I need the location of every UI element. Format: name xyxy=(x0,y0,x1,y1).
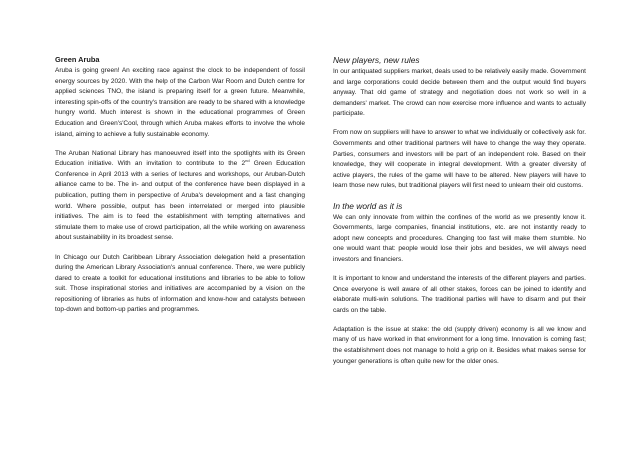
paragraph-suppliers-market: In our antiquated suppliers market, deals used to be relatively easily made. Government and large corporations could decide between them and the output would find buyers anyway. That old game of strategy and negotiation does not work so well in a demanders' market. The crowd can now exercise more influence and wants to actually participate. xyxy=(333,68,586,118)
paragraph-aruban-library xyxy=(55,149,305,244)
ordinal-superscript: nd xyxy=(245,158,250,164)
heading-new-players: New players, new rules xyxy=(333,55,420,65)
paragraph-interests: It is important to know and understand the interests of the different players and parties. Once everyone is well aware of all other stakes, forces can be joined to identify and elaborate multi-win solutions. The traditional parties will have to disarm and put their cards on the table. xyxy=(333,275,586,314)
right-column xyxy=(333,55,586,376)
paragraph-green-aruba-intro: Aruba is going green! An exciting race against the clock to be independent of fossil energy sources by 2020. With the help of the Carbon War Room and Dutch centre for applied sciences TNO, the island is preparing itself for a green future. Meanwhile, interesting spin-offs of the country's transition are ready to be shared with a knowledge hungry world. Much interest is shown in the educational programmes of Green Education and Green's'Cool, through which Aruba makes efforts to involve the whole island, aiming to achieve a fully sustainable economy. xyxy=(55,67,305,138)
heading-world-as-it-is: In the world as it is xyxy=(333,200,403,211)
paragraph-aruban-library-text-2: Green Education Conference in April 2013 with a series of lectures and workshops, our Aruban-Dutch alliance came to be. The in- and output of the conference have been displayed in a publication, putting them in perspective of Aruba's development and a fast changing world. Where possible, output has been interrelated or merged into plausible initiatives. The aim is to feed the establishment with tempting alternatives and stimulate them to make use of crowd participation, all the while working on awareness about sustainability in its broadest sense. xyxy=(55,160,305,242)
paragraph-adaptation: Adaptation is the issue at stake: the old (supply driven) economy is all we know and many of us have worked in that environment for a long time. Innovation is coming fast; the establishment does not manage to hold a grip on it. Besides what makes sense for younger generations is often quite new for the older ones. xyxy=(333,325,586,365)
heading-green-aruba: Green Aruba xyxy=(55,55,100,64)
paragraph-aruban-library-text-1: The Aruban National Library has manoeuvred itself into the spotlights with its Green Education initiative. With an invitation to contribute to the 2 xyxy=(55,149,305,168)
paragraph-from-now-on: From now on suppliers will have to answer to what we individually or collectively ask for. Governments and other traditional partners will have to change the way they operate. Parties, consumers and investors will be part of an independent role. Based on their knowledge, they will cooperate in integral development. With a greater diversity of active players, the rules of the game will have to be altered. New players will have to learn those new rules, but traditional players will first need to unlearn their old customs. xyxy=(333,129,586,190)
paragraph-innovate-within: We can only innovate from within the confines of the world as we presently know it. Governments, large companies, financial institutions, etc. are not instantly ready to adopt new concepts and procedures. Changing too fast will make them stumble. No one would want that: people would lose their jobs and besides, we will always need investors and financiers. xyxy=(333,213,586,263)
paragraph-chicago: In Chicago our Dutch Caribbean Library Association delegation held a presentation during the American Library Association's annual conference. There, we were publicly dared to create a toolkit for educational institutions and libraries to be able to follow suit. Those inspirational stories and initiatives are accompanied by a vision on the repositioning of libraries as hubs of information and know-how and catalysts between top-down and bottom-up parties and programmes. xyxy=(55,253,305,314)
left-column xyxy=(55,55,305,325)
